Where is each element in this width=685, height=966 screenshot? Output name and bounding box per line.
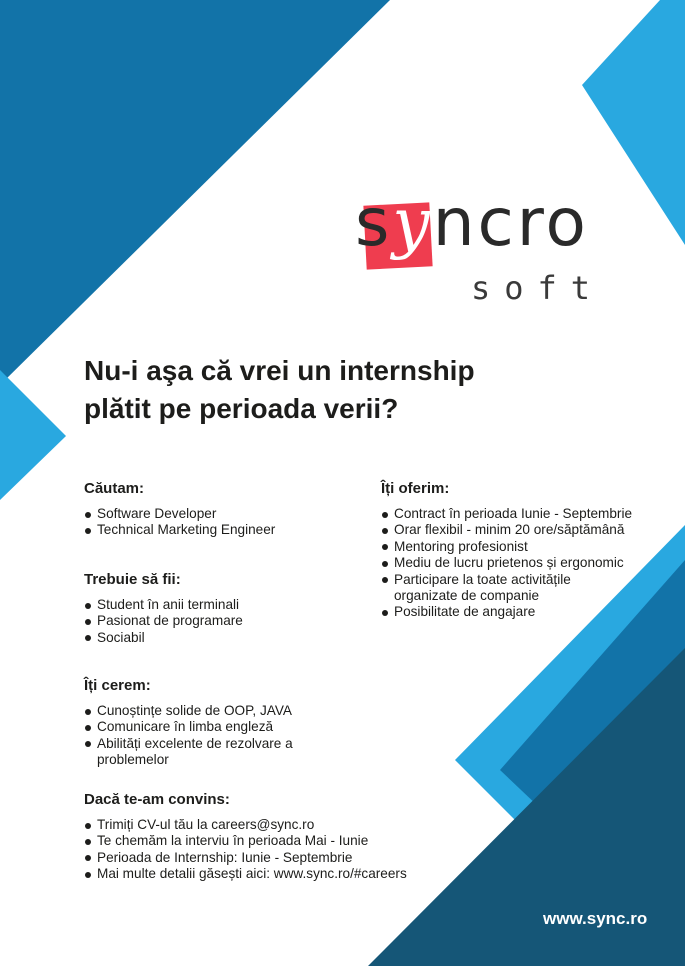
list-item: Sociabil [84, 630, 354, 646]
list-item: Perioada de Internship: Iunie - Septembrie [84, 850, 444, 866]
list-item: Contract în perioada Iunie - Septembrie [381, 506, 651, 522]
list-item: Comunicare în limba engleză [84, 719, 324, 735]
list-item: Cunoștințe solide de OOP, JAVA [84, 703, 324, 719]
section-title: Trebuie să fii: [84, 571, 181, 588]
section-title: Îți cerem: [84, 677, 151, 694]
syncro-soft-logo [355, 184, 625, 310]
headline-line-1: Nu-i aşa că vrei un internship [84, 355, 475, 386]
bullet-list [84, 703, 324, 769]
bullet-list [84, 597, 354, 646]
section-title: Dacă te-am convins: [84, 791, 230, 808]
list-item: Te chemăm la interviu în perioada Mai - Iunie [84, 833, 444, 849]
section-iti-cerem [84, 677, 324, 769]
logo-subtitle: soft [471, 269, 605, 307]
section-iti-oferim [381, 480, 651, 621]
logo-letters-before: s [355, 184, 393, 261]
list-item: Pasionat de programare [84, 613, 354, 629]
left-light-blue-shape [0, 370, 66, 500]
list-item: Participare la toate activitățile organizate de companie [381, 572, 609, 605]
list-item: Posibilitate de angajare [381, 604, 651, 620]
list-item: Student în anii terminali [84, 597, 354, 613]
bullet-list [84, 506, 354, 539]
list-item: Orar flexibil - minim 20 ore/săptămână [381, 522, 651, 538]
section-convins [84, 791, 444, 883]
logo-letter-y: y [392, 184, 433, 261]
footer-website-link[interactable]: www.sync.ro [543, 909, 648, 928]
bullet-list [381, 506, 651, 621]
headline-line-2: plătit pe perioada verii? [84, 393, 399, 424]
list-item: Abilități excelente de rezolvare a problemelor [84, 736, 324, 769]
list-item: Mediu de lucru prietenos și ergonomic [381, 555, 651, 571]
section-title: Căutam: [84, 480, 145, 497]
list-item: Technical Marketing Engineer [84, 522, 354, 538]
headline [84, 352, 475, 428]
section-title: Îți oferim: [381, 480, 450, 497]
list-item: Mai multe detalii găsești aici: www.sync.ro/#careers [84, 866, 444, 882]
top-left-dark-blue-shape [0, 0, 393, 385]
list-item: Software Developer [84, 506, 354, 522]
list-item: Mentoring profesionist [381, 539, 651, 555]
bullet-list [84, 817, 444, 883]
section-trebuie [84, 571, 354, 646]
logo-wordmark [355, 184, 589, 261]
logo-letters-after: ncro [432, 184, 589, 261]
list-item: Trimiți CV-ul tău la careers@sync.ro [84, 817, 444, 833]
section-cautam [84, 480, 354, 539]
